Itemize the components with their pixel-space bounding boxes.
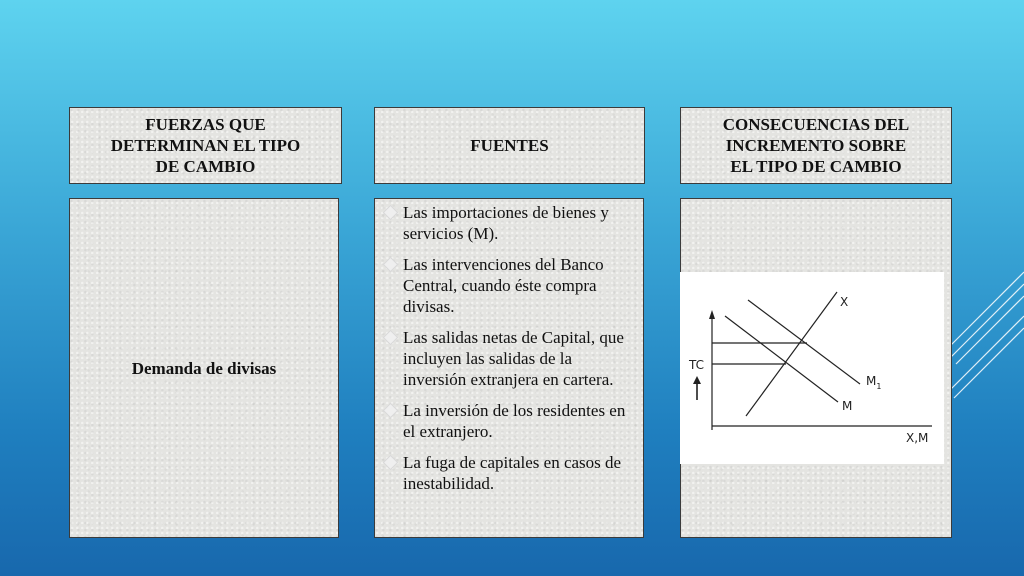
consequences-header-line-1: CONSECUENCIAS DEL	[722, 115, 910, 134]
list-item-text: Las intervenciones del Banco Central, cuando éste compra divisas.	[403, 255, 604, 316]
list-item-text: Las salidas netas de Capital, que incluyen las salidas de la inversión extranjera en cartera.	[403, 328, 624, 389]
demand-label: Demanda de divisas	[131, 359, 277, 378]
x-axis-label: X,M	[906, 431, 929, 445]
x-curve-label: X	[840, 295, 849, 309]
list-item	[383, 327, 633, 390]
list-item	[383, 202, 633, 244]
consequences-header-line-2: INCREMENTO SOBRE	[725, 136, 907, 155]
m1-main: M	[866, 374, 877, 388]
forces-header	[69, 107, 342, 184]
bullet-icon	[383, 330, 399, 346]
x-curve	[746, 292, 837, 416]
up-arrow-icon	[693, 376, 701, 384]
forces-header-line-1: FUERZAS QUE	[145, 115, 266, 134]
list-item	[383, 400, 633, 442]
bullet-icon	[383, 205, 399, 221]
bullet-icon	[383, 455, 399, 471]
bullet-icon	[383, 403, 399, 419]
forces-header-line-2: DETERMINAN EL TIPO	[110, 136, 301, 155]
sources-header	[374, 107, 645, 184]
list-item	[383, 452, 633, 494]
bullet-icon	[383, 257, 399, 273]
tc-label: TC	[689, 358, 705, 372]
sources-list	[383, 202, 633, 504]
m-curve-label: M	[842, 399, 853, 413]
exchange-rate-graph	[680, 272, 944, 464]
consequences-header	[680, 107, 952, 184]
forces-body	[69, 198, 339, 538]
m1-curve	[748, 300, 860, 384]
m1-subscript: 1	[876, 382, 882, 391]
forces-header-line-3: DE CAMBIO	[155, 157, 256, 176]
consequences-header-line-3: EL TIPO DE CAMBIO	[730, 157, 902, 176]
sources-body	[374, 198, 644, 538]
graph-svg	[680, 272, 944, 464]
list-item-text: Las importaciones de bienes y servicios (M).	[403, 203, 609, 243]
list-item-text: La inversión de los residentes en el extranjero.	[403, 401, 626, 441]
list-item-text: La fuga de capitales en casos de inestabilidad.	[403, 453, 622, 493]
y-axis-arrowhead	[709, 310, 715, 319]
sources-header-label: FUENTES	[470, 136, 549, 155]
list-item	[383, 254, 633, 317]
m-curve	[725, 316, 838, 402]
m1-curve-label	[866, 374, 881, 391]
